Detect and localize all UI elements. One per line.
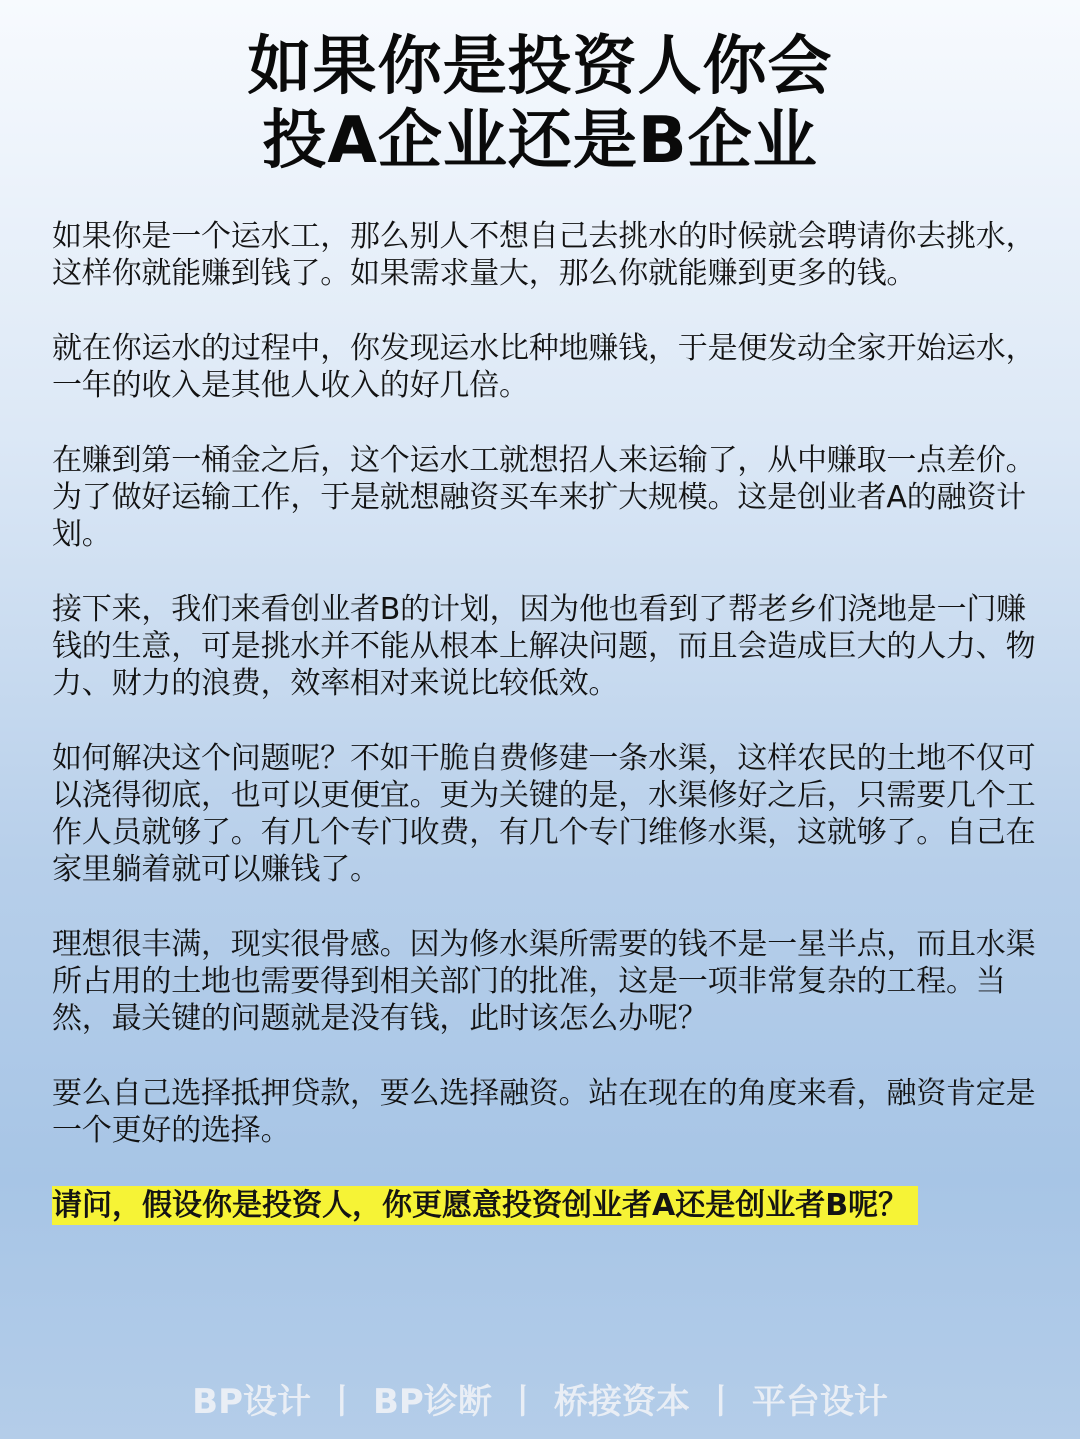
highlighted-question: 请问，假设你是投资人，你更愿意投资创业者A还是创业者B呢？ (52, 1186, 918, 1225)
paragraph-5: 如何解决这个问题呢？不如干脆自费修建一条水渠，这样农民的土地不仅可以浇得彻底，也可以更便宜。更为关键的是，水渠修好之后，只需要几个工作人员就够了。有几个专门收费，有几个专门维修水渠，这就够了。自己在家里躺着就可以赚钱了。 (52, 741, 1036, 887)
footer-item-bp-diagnosis: BP诊断 (373, 1382, 492, 1422)
paragraph-2: 就在你运水的过程中，你发现运水比种地赚钱，于是便发动全家开始运水，一年的收入是其他人收入的好几倍。 (52, 331, 1036, 403)
footer-services (0, 1382, 1080, 1422)
page-title-line-1: 如果你是投资人你会 (247, 30, 833, 104)
paragraph-1: 如果你是一个运水工，那么别人不想自己去挑水的时候就会聘请你去挑水，这样你就能赚到钱了。如果需求量大，那么你就能赚到更多的钱。 (52, 219, 1036, 291)
article-body (52, 218, 1042, 1225)
footer-item-bridge-capital: 桥接资本 (553, 1382, 690, 1422)
footer-separator: 丨 (505, 1382, 540, 1422)
page-title-line-2: 投A企业还是B企业 (262, 104, 818, 178)
paragraph-4: 接下来，我们来看创业者B的计划，因为他也看到了帮老乡们浇地是一门赚钱的生意，可是挑水并不能从根本上解决问题，而且会造成巨大的人力、物力、财力的浪费，效率相对来说比较低效。 (52, 592, 1036, 701)
footer-item-bp-design: BP设计 (192, 1382, 311, 1422)
paragraph-3: 在赚到第一桶金之后，这个运水工就想招人来运输了，从中赚取一点差价。为了做好运输工作，于是就想融资买车来扩大规模。这是创业者A的融资计划。 (52, 443, 1036, 552)
page-title (0, 30, 1080, 178)
question-block (52, 1187, 1042, 1225)
footer-item-platform-design: 平台设计 (751, 1382, 888, 1422)
paragraph-6: 理想很丰满，现实很骨感。因为修水渠所需要的钱不是一星半点，而且水渠所占用的土地也需要得到相关部门的批准，这是一项非常复杂的工程。当然，最关键的问题就是没有钱，此时该怎么办呢？ (52, 927, 1036, 1036)
footer-separator: 丨 (325, 1382, 359, 1422)
footer-separator: 丨 (703, 1382, 738, 1422)
paragraph-7: 要么自己选择抵押贷款，要么选择融资。站在现在的角度来看，融资肯定是一个更好的选择。 (52, 1076, 1036, 1148)
